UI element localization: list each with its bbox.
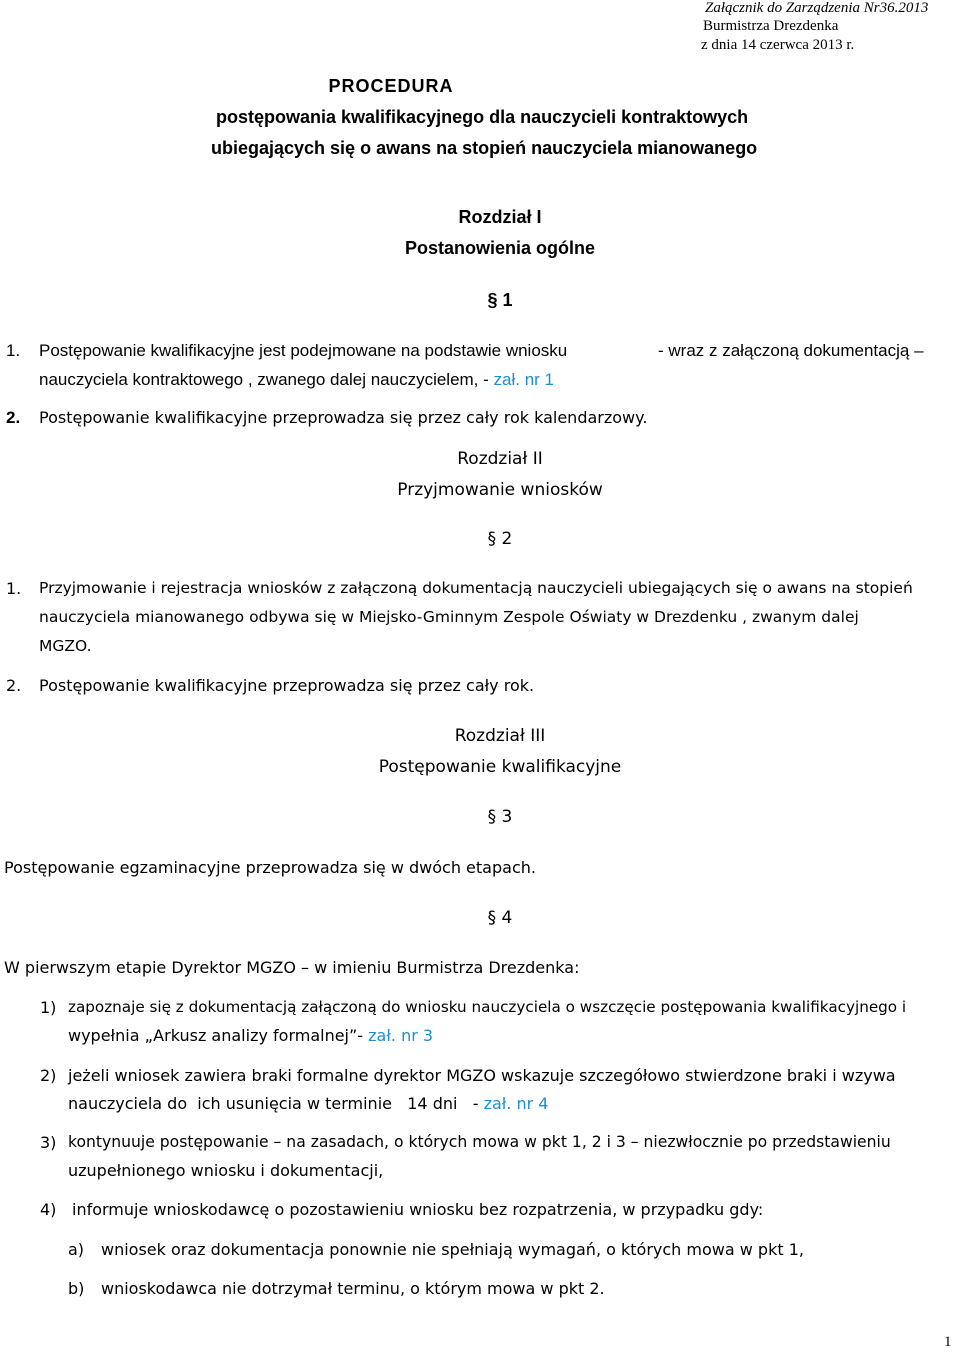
- item-1-number: 1): [40, 998, 57, 1017]
- section-1-heading: § 1: [487, 290, 513, 310]
- section-2-heading: § 2: [487, 529, 513, 549]
- item-4-line1: informuje wnioskodawcę o pozostawieniu wniosku bez rozpatrzenia, w przypadku gdy:: [72, 1200, 764, 1219]
- ch1-paragraph-1-line2: [39, 370, 554, 390]
- item-4b-text: wnioskodawca nie dotrzymał terminu, o którym mowa w pkt 2.: [101, 1279, 605, 1298]
- item-2-line2-text: nauczyciela do ich usunięcia w terminie 14 dni -: [68, 1094, 479, 1113]
- ch2-paragraph-1-number: 1.: [6, 579, 22, 598]
- chapter-1-title: Postanowienia ogólne: [404, 238, 596, 258]
- item-1-line2-text: wypełnia „Arkusz analizy formalnej”-: [68, 1026, 364, 1045]
- attachment-3-ref: zał. nr 3: [368, 1026, 434, 1045]
- item-4-number: 4): [40, 1200, 57, 1219]
- section-3-heading: § 3: [487, 807, 513, 827]
- document-subtitle-line1: postępowania kwalifikacyjnego dla nauczycieli kontraktowych: [216, 107, 749, 127]
- chapter-3-title: Postępowanie kwalifikacyjne: [378, 757, 622, 777]
- section-4-heading: § 4: [487, 908, 513, 928]
- page-number: 1: [944, 1334, 952, 1350]
- section-3-text: Postępowanie egzaminacyjne przeprowadza się w dwóch etapach.: [4, 858, 536, 877]
- item-1-line1: zapoznaje się z dokumentacją załączoną do wniosku nauczyciela o wszczęcie postępowania kwalifikacyjnego i: [68, 998, 907, 1016]
- document-subtitle-line2: ubiegających się o awans na stopień nauczyciela mianowanego: [211, 138, 758, 158]
- item-4a-text: wniosek oraz dokumentacja ponownie nie spełniają wymagań, o których mowa w pkt 1,: [101, 1240, 804, 1259]
- item-2-number: 2): [40, 1066, 57, 1085]
- attachment-1-ref: zał. nr 1: [493, 370, 555, 389]
- ch2-paragraph-2-number: 2.: [6, 676, 22, 695]
- item-3-line2: uzupełnionego wniosku i dokumentacji,: [68, 1161, 384, 1180]
- document-title: PROCEDURA: [328, 76, 454, 96]
- item-3-line1: kontynuuje postępowanie – na zasadach, o których mowa w pkt 1, 2 i 3 – niezwłocznie po przedstawieniu: [68, 1133, 891, 1151]
- ch2-paragraph-1-line2: nauczyciela mianowanego odbywa się w Miejsko-Gminnym Zespole Oświaty w Drezdenku , zwanym dalej: [39, 608, 859, 626]
- chapter-1-number: Rozdział I: [458, 207, 542, 227]
- header-issuer-line: Burmistrza Drezdenka: [703, 18, 839, 34]
- ch2-paragraph-1-line1: Przyjmowanie i rejestracja wniosków z załączoną dokumentacją nauczycieli ubiegających się o awans na stopień: [39, 579, 913, 597]
- header-date-line: z dnia 14 czerwca 2013 r.: [701, 37, 855, 53]
- ch1-paragraph-1-line2-text: nauczyciela kontraktowego , zwanego dalej nauczycielem, -: [39, 370, 489, 389]
- item-3-number: 3): [40, 1133, 57, 1152]
- item-1-line2: [68, 1026, 433, 1045]
- header-attachment-line: Załącznik do Zarządzenia Nr36.2013: [705, 0, 929, 16]
- ch2-paragraph-2-text: Postępowanie kwalifikacyjne przeprowadza się przez cały rok.: [39, 676, 535, 695]
- item-2-line1: jeżeli wniosek zawiera braki formalne dyrektor MGZO wskazuje szczegółowo stwierdzone braki i wzywa: [68, 1066, 896, 1085]
- ch1-paragraph-1-line1a: Postępowanie kwalifikacyjne jest podejmowane na podstawie wniosku: [39, 341, 568, 360]
- ch2-paragraph-1-line3: MGZO.: [39, 637, 92, 655]
- section-4-intro: W pierwszym etapie Dyrektor MGZO – w imieniu Burmistrza Drezdenka:: [4, 958, 580, 977]
- item-4a-label: a): [68, 1240, 85, 1259]
- ch1-paragraph-2-number: 2.: [6, 408, 21, 427]
- ch1-paragraph-2-text: Postępowanie kwalifikacyjne przeprowadza się przez cały rok kalendarzowy.: [39, 408, 648, 427]
- attachment-4-ref: zał. nr 4: [483, 1094, 549, 1113]
- item-2-line2: [68, 1094, 548, 1113]
- chapter-2-number: Rozdział II: [457, 449, 543, 469]
- ch1-paragraph-1-number: 1.: [6, 341, 21, 360]
- ch1-paragraph-1-line1b: - wraz z załączoną dokumentacją –: [658, 341, 924, 360]
- item-4b-label: b): [68, 1279, 85, 1298]
- chapter-2-title: Przyjmowanie wniosków: [397, 480, 603, 500]
- chapter-3-number: Rozdział III: [454, 726, 546, 746]
